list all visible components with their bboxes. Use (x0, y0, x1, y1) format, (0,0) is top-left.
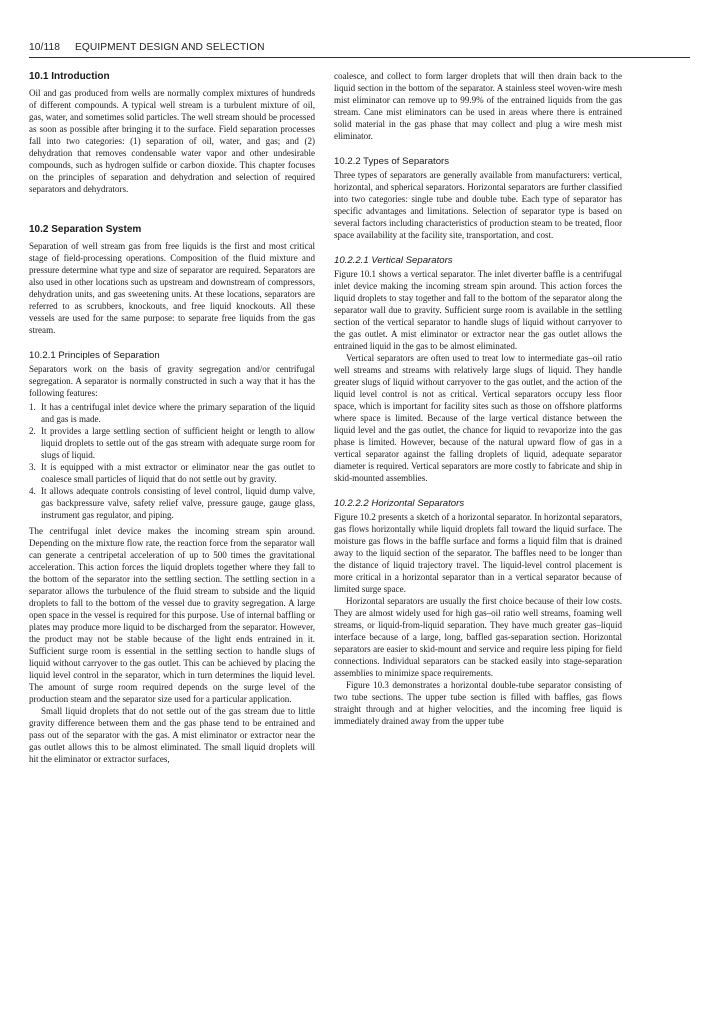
running-title: EQUIPMENT DESIGN AND SELECTION (74, 42, 265, 53)
subsubsection-heading-vertical: 10.2.2.1 Vertical Separators (334, 255, 453, 266)
subsection-heading-10-2-2: 10.2.2 Types of Separators (334, 156, 450, 167)
paragraph: coalesce, and collect to form larger droplets that will then drain back to the liquid section in the bottom of the separator. A stainless steel woven-wire mesh mist eliminator can remove up to 99.9% of the entrained liquids from the gas stream. Cane mist eliminators can be used in areas where there is entrained solid material in the gas phase that may collect and plug a wire mesh mist eliminator. (334, 71, 622, 141)
paragraph: Oil and gas produced from wells are normally complex mixtures of hundreds of different compounds. A typical well stream is a turbulent mixture of oil, gas, water, and sometimes solid particles. The well stream should be processed as soon as possible after bringing it to the surface. Field separation processes fall into two categories: (1) separation of oil, water, and gas; and (2) dehydration that removes condensable water vapor and other undesirable compounds, such as hydrogen sulfide or carbon dioxide. This chapter focuses on the principles of separation and dehydration and selection of required separators and dehydrators. (29, 88, 315, 194)
subsection-heading-10-2-1: 10.2.1 Principles of Separation (29, 350, 160, 361)
list-number: 4. (29, 486, 36, 496)
list-text: It provides a large settling section of sufficient height or length to allow liquid droplets to settle out of the gas stream with adequate surge room for slugs of liquid. (41, 426, 315, 460)
paragraph: Three types of separators are generally available from manufacturers: vertical, horizontal, and spherical separators. Horizontal separators are further classified into two categories: single tube and double tube. Each type of separator has specific advantages and limitations. Selection of separator type is based on several factors including characteristics of production steam to be treated, floor space availability at the facility site, transportation, and cost. (334, 170, 622, 240)
list-item (29, 401, 315, 425)
header-rule (29, 57, 690, 58)
list-item (29, 461, 315, 485)
section-heading-10-2: 10.2 Separation System (29, 224, 142, 235)
paragraph: Figure 10.3 demonstrates a horizontal double-tube separator consisting of two tube sections. The upper tube section is filled with baffles, gas flows straight through and at higher velocities, and the incoming free liquid is immediately drained away from the upper tube (334, 680, 622, 726)
list-text: It allows adequate controls consisting of level control, liquid dump valve, gas backpressure valve, safety relief valve, pressure gauge, gauge glass, instrument gas regulator, and piping. (41, 486, 315, 520)
paragraph: The centrifugal inlet device makes the incoming stream spin around. Depending on the mixture flow rate, the reaction force from the separator wall can generate a centripetal acceleration of up to 500 times the gravitational acceleration. This action forces the liquid droplets together where they fall to the bottom of the separator into the settling section. The settling section in a separator allows the turbulence of the fluid stream to subside and the liquid droplets to fall to the bottom of the vessel due to gravity segregation. A large open space in the vessel is required for this purpose. Use of internal baffling or plates may produce more liquid to be discharged from the separator. However, the product may not be stable because of the light ends entrained in it. Sufficient surge room is essential in the settling section to handle slugs of liquid without carryover to the gas outlet. This can be achieved by placing the liquid level control in the separator, which in turn determines the liquid level. The amount of surge room required depends on the surge level of the production steam and the separator size used for a particular application. (29, 526, 315, 704)
subsubsection-heading-horizontal: 10.2.2.2 Horizontal Separators (334, 498, 465, 509)
paragraph: Separators work on the basis of gravity segregation and/or centrifugal segregation. A separator is normally constructed in such a way that it has the following features: (29, 364, 315, 398)
left-column (29, 70, 315, 765)
list-text: It is equipped with a mist extractor or eliminator near the gas outlet to coalesce small particles of liquid that do not settle out by gravity. (41, 462, 315, 484)
paragraph: Small liquid droplets that do not settle out of the gas stream due to little gravity difference between them and the gas phase tend to be entrained and pass out of the separator with the gas. A mist eliminator or extractor near the gas outlet allows this to be almost eliminated. The small liquid droplets will hit the eliminator or extractor surfaces, (29, 706, 315, 764)
list-text: It has a centrifugal inlet device where the primary separation of the liquid and gas is made. (41, 402, 315, 424)
paragraph: Figure 10.1 shows a vertical separator. The inlet diverter baffle is a centrifugal inlet device making the incoming stream spin around. This action forces the liquid droplets to stay together and fall to the bottom of the separator along the separator wall due to gravity. Sufficient surge room is available in the settling section of the vertical separator to handle slugs of liquid without carryover to the gas outlet. A mist eliminator or extractor near the gas outlet allows the entrained liquid in the gas to be almost eliminated. (334, 269, 622, 351)
paragraph: Vertical separators are often used to treat low to intermediate gas–oil ratio well streams and streams with relatively large slugs of liquid. They handle greater slugs of liquid without carryover to the gas outlet, and the action of the liquid level control is not as critical. Vertical separators occupy less floor space, which is important for facility sites such as those on offshore platforms where space is limited. Because of the large vertical distance between the liquid level and the gas outlet, the chance for liquid to revaporize into the gas phase is limited. However, because of the natural upward flow of gas in a vertical separator against the falling droplets of liquid, adequate separator diameter is required. Vertical separators are more costly to fabricate and ship in skid-mounted assemblies. (334, 353, 622, 483)
paragraph: Horizontal separators are usually the first choice because of their low costs. They are almost widely used for high gas–oil ratio well streams, foaming well streams, or liquid-from-liquid separation. They have much greater gas–liquid interface because of a large, long, baffled gas-separation section. Horizontal separators are easier to skid-mount and service and require less piping for field connections. Individual separators can be stacked easily into stage-separation assemblies to minimize space requirements. (334, 596, 622, 678)
paragraph: Separation of well stream gas from free liquids is the first and most critical stage of field-processing operations. Composition of the fluid mixture and pressure determine what type and size of separator are required. Separators are also used in other locations such as upstream and downstream of compressors, dehydration units, and gas sweetening units. At these locations, separators are referred to as scrubbers, knockouts, and free liquid knockouts. All these vessels are used for the same purpose: to separate free liquids from the gas stream. (29, 241, 315, 335)
section-heading-10-1: 10.1 Introduction (29, 71, 110, 82)
feature-list (29, 401, 315, 521)
page-number: 10/118 (29, 42, 61, 53)
list-number: 3. (29, 462, 36, 472)
list-item (29, 485, 315, 521)
paragraph: Figure 10.2 presents a sketch of a horizontal separator. In horizontal separators, gas flows horizontally while liquid droplets fall toward the liquid surface. The moisture gas flows in the baffle surface and forms a liquid film that is drained away to the liquid section of the separator. The baffles need to be longer than the distance of liquid trajectory travel. The liquid-level control placement is more critical in a horizontal separator than in a vertical separator because of limited surge space. (334, 512, 622, 594)
list-number: 1. (29, 402, 36, 412)
list-item (29, 425, 315, 461)
running-header (29, 42, 689, 53)
right-column (334, 70, 622, 727)
list-number: 2. (29, 426, 36, 436)
